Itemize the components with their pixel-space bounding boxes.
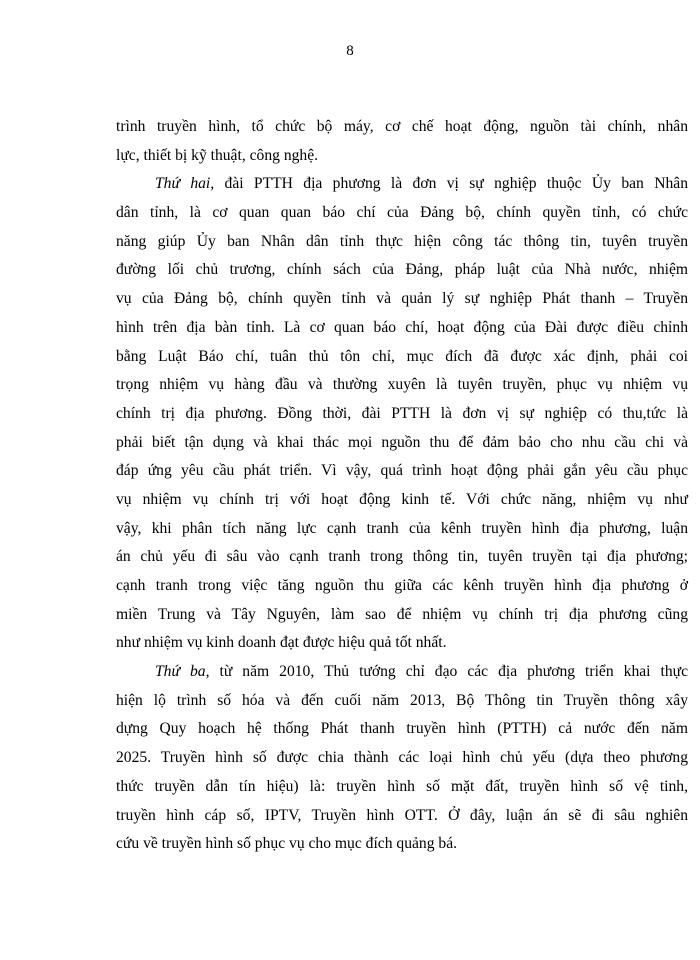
text-line: trọng nhiệm vụ hàng đầu và thường xuyên là tuyên truyền, phục vụ nhiệm vụ: [116, 376, 688, 394]
document-body: [116, 113, 688, 859]
text-line: hiện lộ trình số hóa và đến cuối năm 2013, Bộ Thông tin Truyền thông xây: [116, 691, 688, 709]
text-line: cạnh tranh trong việc tăng nguồn thu giữa các kênh truyền hình địa phương ở: [116, 577, 688, 594]
text-line: như nhiệm vụ kinh doanh đạt được hiệu quả tốt nhất.: [116, 634, 447, 652]
text-line: hình trên địa bàn tỉnh. Là cơ quan báo chí, hoạt động của Đài được điều chỉnh: [116, 318, 688, 336]
text-line: chính trị địa phương. Đồng thời, đài PTTH là đơn vị sự nghiệp có thu,tức là: [116, 404, 688, 422]
paragraph: [116, 658, 688, 859]
text-line: trình truyền hình, tổ chức bộ máy, cơ chế hoạt động, nguồn tài chính, nhân: [116, 118, 688, 135]
text-line: cứu về truyền hình số phục vụ cho mục đích quảng bá.: [116, 835, 458, 853]
text-line: miền Trung và Tây Nguyên, làm sao để nhiệm vụ chính trị địa phương cũng: [116, 605, 688, 623]
paragraph-lead: Thứ hai: [155, 175, 211, 193]
text-line: vụ của Đảng bộ, chính quyền tỉnh và quản lý sự nghiệp Phát thanh – Truyền: [116, 290, 688, 308]
text-line: đáp ứng yêu cầu phát triển. Vì vậy, quá trình hoạt động phải gắn yêu cầu phục: [116, 462, 688, 480]
page-number: 8: [346, 43, 354, 59]
text-line: bằng Luật Báo chí, tuân thủ tôn chỉ, mục đích đã được xác định, phải coi: [116, 347, 688, 365]
text-line: đường lối chủ trương, chính sách của Đảng, pháp luật của Nhà nước, nhiệm: [116, 261, 688, 279]
text-line: năng giúp Ủy ban Nhân dân tỉnh thực hiện công tác thông tin, tuyên truyền: [116, 232, 688, 250]
paragraph: [116, 170, 688, 658]
text-line-rest: , từ năm 2010, Thủ tướng chỉ đạo các địa phương triển khai thực: [205, 663, 689, 681]
text-line: [116, 658, 688, 687]
text-line: dựng Quy hoạch hệ thống Phát thanh truyền hình (PTTH) cả nước đến năm: [116, 720, 688, 738]
text-line: dân tỉnh, là cơ quan quan báo chí của Đảng bộ, chính quyền tỉnh, có chức: [116, 204, 688, 222]
text-line: vậy, khi phân tích năng lực cạnh tranh của kênh truyền hình địa phương, luận: [116, 519, 688, 537]
paragraph: [116, 113, 688, 170]
text-line: thức truyền dẫn tín hiệu) là: truyền hình số mặt đất, truyền hình số vệ tinh,: [116, 777, 688, 795]
text-line: phải biết tận dụng và khai thác mọi nguồn thu để đảm bảo cho nhu cầu chi và: [116, 433, 688, 451]
text-line: án chủ yếu đi sâu vào cạnh tranh trong thông tin, tuyên truyền tại địa phương;: [116, 548, 688, 566]
text-line: truyền hình cáp số, IPTV, Truyền hình OTT. Ở đây, luận án sẽ đi sâu nghiên: [116, 806, 688, 824]
text-line-rest: , đài PTTH địa phương là đơn vị sự nghiệp thuộc Ủy ban Nhân: [210, 175, 688, 193]
text-line: [116, 170, 688, 199]
text-line: vụ nhiệm vụ chính trị với hoạt động kinh tế. Với chức năng, nhiệm vụ như: [116, 490, 688, 508]
text-line: 2025. Truyền hình số được chia thành các loại hình chủ yếu (dựa theo phương: [116, 749, 688, 767]
text-line: lực, thiết bị kỹ thuật, công nghệ.: [116, 146, 319, 164]
paragraph-lead: Thứ ba: [155, 663, 206, 681]
